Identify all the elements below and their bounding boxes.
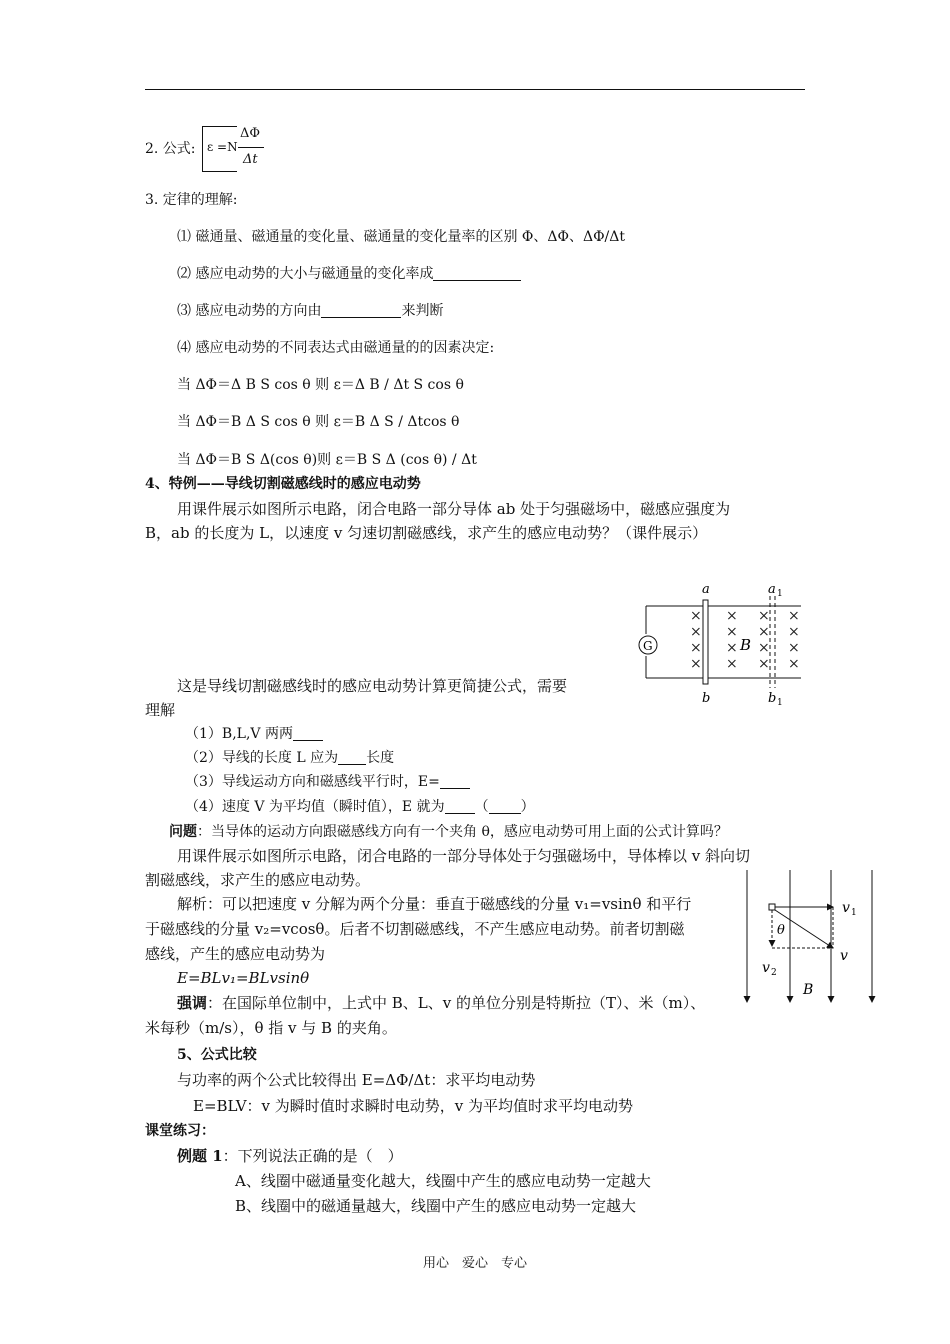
formula-fraction-bar xyxy=(238,147,264,148)
blank-3-3 xyxy=(321,301,401,318)
question-2: （2）导线的长度 L 应为 xyxy=(185,750,339,766)
field-cross: × xyxy=(788,656,800,672)
blank-3-2 xyxy=(433,264,521,281)
label-B: B xyxy=(740,636,752,654)
item-3-4: ⑷ 感应电动势的不同表达式由磁通量的的因素决定: xyxy=(177,340,495,356)
para-3: 用课件展示如图所示电路，闭合电路的一部分导体处于匀强磁场中，导体棒以 v 斜向切 xyxy=(177,847,751,865)
field-cross: × xyxy=(758,640,770,656)
label-a: a xyxy=(702,582,710,597)
footer: 用心 爱心 专心 xyxy=(423,1256,528,1271)
field-cross: × xyxy=(758,656,770,672)
item-3-3-tail: 来判断 xyxy=(401,303,444,319)
galvanometer-label: G xyxy=(643,639,653,653)
para-2: 这是导线切割磁感线时的感应电动势计算更简捷公式，需要 xyxy=(177,677,568,695)
field-cross: × xyxy=(788,640,800,656)
blank-q2 xyxy=(338,748,366,765)
case-2: 当 ΔΦ＝B Δ S cos θ 则 ε＝B Δ S / Δtcos θ xyxy=(177,414,460,430)
field-cross: × xyxy=(726,608,738,624)
field-cross: × xyxy=(726,656,738,672)
field-cross: × xyxy=(758,608,770,624)
analysis-2: 于磁感线的分量 v₂=vcosθ。后者不切割磁感线，不产生感应电动势。前者切割磁 xyxy=(145,920,685,938)
problem-label: 问题 xyxy=(169,824,197,840)
label-b1-sub: 1 xyxy=(777,698,783,708)
field-cross: × xyxy=(690,640,702,656)
label-v1: v xyxy=(842,900,850,916)
problem-text: ：当导体的运动方向跟磁感线方向有一个夹角 θ，感应电动势可用上面的公式计算吗？ xyxy=(197,824,728,840)
example-text: ：下列说法正确的是（ ） xyxy=(222,1147,403,1165)
case-3: 当 ΔΦ＝B S Δ(cos θ)则 ε＝B S Δ (cos θ) / Δt xyxy=(177,452,477,468)
formula-numerator: ΔΦ xyxy=(240,126,261,141)
blank-q4b xyxy=(489,797,521,814)
field-cross: × xyxy=(690,608,702,624)
field-cross: × xyxy=(758,624,770,640)
section-5-title: 5、公式比较 xyxy=(177,1047,257,1063)
label-v2-sub: 2 xyxy=(771,968,777,978)
example-label: 例题 1 xyxy=(177,1147,223,1165)
case-1: 当 ΔΦ＝Δ B S cos θ 则 ε＝Δ B / Δt S cos θ xyxy=(177,377,464,393)
formula-denominator: Δt xyxy=(243,152,258,167)
velocity-figure xyxy=(735,868,885,1008)
question-4: （4）速度 V 为平均值（瞬时值），E 就为 xyxy=(185,799,445,815)
label-B-2: B xyxy=(803,982,814,998)
option-b: B、线圈中的磁通量越大，线圈中产生的感应电动势一定越大 xyxy=(235,1197,637,1215)
field-cross: × xyxy=(788,608,800,624)
item-3-2: ⑵ 感应电动势的大小与磁通量的变化率成 xyxy=(177,266,434,282)
emphasis-text: ：在国际单位制中，上式中 B、L、v 的单位分别是特斯拉（T）、米（m）、 xyxy=(207,994,706,1012)
item-3-1: ⑴ 磁通量、磁通量的变化量、磁通量的变化量率的区别 Φ、ΔΦ、ΔΦ/Δt xyxy=(177,229,626,245)
label-v2: v xyxy=(762,960,770,976)
option-a: A、线圈中磁通量变化越大，线圈中产生的感应电动势一定越大 xyxy=(235,1172,651,1190)
para-1: 用课件展示如图所示电路，闭合电路一部分导体 ab 处于匀强磁场中，磁感应强度为 xyxy=(177,500,731,518)
compare-1: 与功率的两个公式比较得出 E=ΔΦ/Δt：求平均电动势 xyxy=(177,1071,536,1089)
label-v1-sub: 1 xyxy=(851,908,857,918)
label-b: b xyxy=(702,691,711,706)
formula-left: ε =N xyxy=(207,140,238,154)
field-cross: × xyxy=(788,624,800,640)
analysis-3: 感线，产生的感应电动势为 xyxy=(145,945,326,963)
field-cross: × xyxy=(726,624,738,640)
label-a1: a xyxy=(768,582,776,597)
item-3-3: ⑶ 感应电动势的方向由 xyxy=(177,303,322,319)
compare-2: E=BLV：v 为瞬时值时求瞬时电动势，v 为平均值时求平均电动势 xyxy=(193,1097,634,1115)
emphasis-text-2: 米每秒（m/s），θ 指 v 与 B 的夹角。 xyxy=(145,1019,397,1037)
question-4-paren-open: （ xyxy=(474,799,489,815)
question-3: （3）导线运动方向和磁感线平行时，E= xyxy=(185,774,440,790)
practice-title: 课堂练习： xyxy=(145,1123,215,1139)
field-cross: × xyxy=(690,624,702,640)
label-a1-sub: 1 xyxy=(777,589,783,599)
para-2b: 理解 xyxy=(145,701,176,719)
label-b1: b xyxy=(768,691,777,706)
circuit-figure xyxy=(636,578,806,708)
field-cross: × xyxy=(726,640,738,656)
para-3b: 割磁感线，求产生的感应电动势。 xyxy=(145,871,371,889)
question-4-paren-close: ） xyxy=(520,799,535,815)
formula-label: 2. 公式: xyxy=(145,141,196,157)
section-4-title: 4、特例——导线切割磁感线时的感应电动势 xyxy=(145,476,421,492)
blank-q4a xyxy=(445,797,475,814)
question-2-tail: 长度 xyxy=(366,750,395,766)
analysis-1: 解析：可以把速度 v 分解为两个分量：垂直于磁感线的分量 v₁=vsinθ 和平行 xyxy=(177,895,692,913)
formula-E: E=BLv₁=BLvsinθ xyxy=(177,969,310,987)
question-1: （1）B,L,V 两两 xyxy=(185,726,293,742)
section-3-title: 3. 定律的理解: xyxy=(145,192,238,208)
field-cross: × xyxy=(690,656,702,672)
header-rule xyxy=(145,89,805,90)
emphasis-label: 强调 xyxy=(177,994,208,1012)
rod-ab xyxy=(703,600,708,684)
blank-q1 xyxy=(293,724,323,741)
blank-q3 xyxy=(440,772,470,789)
label-theta: θ xyxy=(777,923,785,938)
para-1b: B，ab 的长度为 L，以速度 v 匀速切割磁感线，求产生的感应电动势？（课件展示） xyxy=(145,524,708,542)
label-v: v xyxy=(840,948,848,964)
